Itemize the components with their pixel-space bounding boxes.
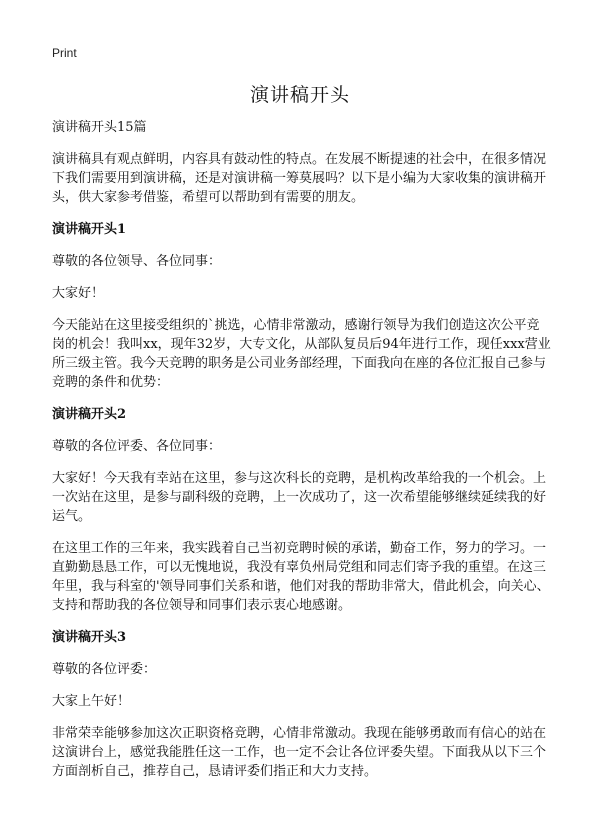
section-paragraph: 在这里工作的三年来，我实践着自己当初竞聘时候的承诺，勤奋工作，努力的学习。一直勤勤恳恳工作，可以无愧地说，我没有辜负州局党组和同志们寄予我的重望。在这三年里，我与科室的'领导同事们关系和谐，他们对我的帮助非常大，借此机会，向关心、支持和帮助我的各位领导和同事们表示衷心地感谢。 bbox=[52, 541, 550, 613]
section-heading: 演讲稿开头3 bbox=[52, 630, 127, 645]
section-paragraph: 大家好！ bbox=[52, 286, 105, 301]
section-paragraph: 尊敬的各位评委： bbox=[52, 662, 157, 677]
section-paragraph: 尊敬的各位领导、各位同事： bbox=[52, 254, 222, 269]
section-paragraph: 大家好！今天我有幸站在这里，参与这次科长的竞聘，是机构改革给我的一个机会。上一次站在这里，是参与副科级的竞聘，上一次成功了，这一次希望能够继续延续我的好运气。 bbox=[52, 471, 547, 524]
intro-paragraph: 演讲稿具有观点鲜明，内容具有鼓动性的特点。在发展不断提速的社会中，在很多情况下我们需要用到演讲稿，还是对演讲稿一筹莫展吗？以下是小编为大家收集的演讲稿开头，供大家参考借鉴，希望可以帮助到有需要的朋友。 bbox=[52, 152, 547, 205]
article-body bbox=[52, 118, 552, 794]
page-title: 演讲稿开头 bbox=[249, 84, 350, 106]
section-heading: 演讲稿开头2 bbox=[52, 407, 127, 422]
article-subtitle: 演讲稿开头15篇 bbox=[52, 120, 147, 135]
section-paragraph: 今天能站在这里接受组织的`挑选，心情非常激动，感谢行领导为我们创造这次公平竞岗的机会！我叫xx，现年32岁，大专文化，从部队复员后94年进行工作，现任xxx营业所三级主管。我今天竞聘的职务是公司业务部经理，下面我向在座的各位汇报自己参与竞聘的条件和优势： bbox=[52, 318, 551, 390]
print-link[interactable]: Print bbox=[52, 46, 77, 60]
section-paragraph: 尊敬的各位评委、各位同事： bbox=[52, 439, 222, 454]
section-paragraph: 非常荣幸能够参加这次正职资格竞聘，心情非常激动。我现在能够勇敢而有信心的站在这演讲台上，感觉我能胜任这一工作，也一定不会让各位评委失望。下面我从以下三个方面剖析自己，推荐自己，恳请评委们指正和大力支持。 bbox=[52, 726, 547, 779]
section-heading: 演讲稿开头1 bbox=[52, 222, 127, 237]
section-paragraph: 大家上午好！ bbox=[52, 694, 131, 709]
